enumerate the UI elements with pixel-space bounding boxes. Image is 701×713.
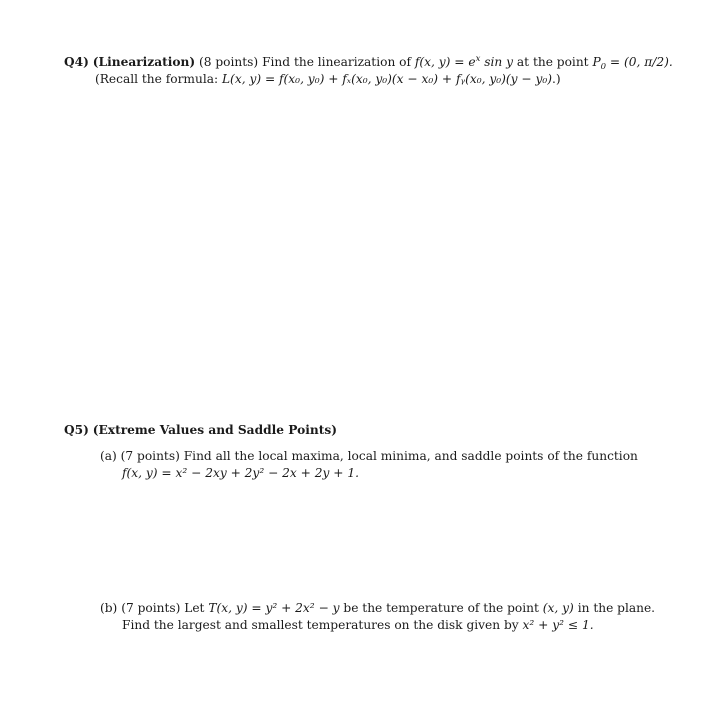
q5a-label: (a) — [100, 449, 117, 463]
q5b-line-2 — [100, 617, 630, 634]
q5a-text: Find all the local maxima, local minima, and saddle points of the function — [183, 449, 638, 463]
q4-recall-line — [64, 71, 664, 88]
q5-heading — [64, 422, 664, 439]
q4-block — [64, 54, 673, 88]
q5b-block — [100, 600, 656, 634]
q4-line-1 — [64, 54, 673, 72]
q4-number: Q4) — [64, 55, 89, 69]
q5-title: (Extreme Values and Saddle Points) — [92, 423, 337, 437]
q5-number: Q5) — [64, 423, 89, 437]
q5b-label: (b) — [100, 601, 118, 615]
q4-point: $P_0 = (0$, π/2). — [592, 55, 673, 72]
q5b-text-3: in the plane. — [577, 601, 656, 615]
q5-block — [64, 422, 664, 439]
q4-recall-suffix: .) — [552, 72, 561, 86]
q5a-points: (7 points) — [120, 449, 180, 463]
q5a-formula: f(x, y) = x² − 2xy + 2y² − 2x + 2y + 1. — [122, 466, 359, 480]
q5b-line-2-formula: x² + y² ≤ 1. — [522, 618, 594, 632]
q4-points: (8 points) — [199, 55, 259, 69]
q5b-line-1 — [100, 600, 656, 617]
q4-text-2: at the point — [516, 55, 589, 69]
q5b-points: (7 points) — [121, 601, 181, 615]
q5b-text-1: Let — [184, 601, 205, 615]
q4-text-1: Find the linearization of — [262, 55, 412, 69]
q5b-formula-2: (x, y) — [542, 601, 574, 615]
q5a-line-1 — [100, 448, 638, 465]
q4-title: (Linearization) — [92, 55, 196, 69]
q5a-block — [100, 448, 638, 482]
q5b-text-2: be the temperature of the point — [343, 601, 539, 615]
q5a-line-2 — [100, 465, 630, 482]
q5b-formula-1: T(x, y) = y² + 2x² − y — [208, 601, 340, 615]
q4-recall-formula: L(x, y) = f(x₀, y₀) + fₓ(x₀, y₀)(x − x₀) + fᵧ(x₀, y₀)(y − y₀) — [221, 72, 552, 86]
q4-function: f(x, $y) = e^x$ sin y — [414, 54, 514, 69]
q4-recall-prefix: (Recall the formula: — [95, 72, 222, 86]
q5b-line-2-text: Find the largest and smallest temperatures on the disk given by — [122, 618, 519, 632]
